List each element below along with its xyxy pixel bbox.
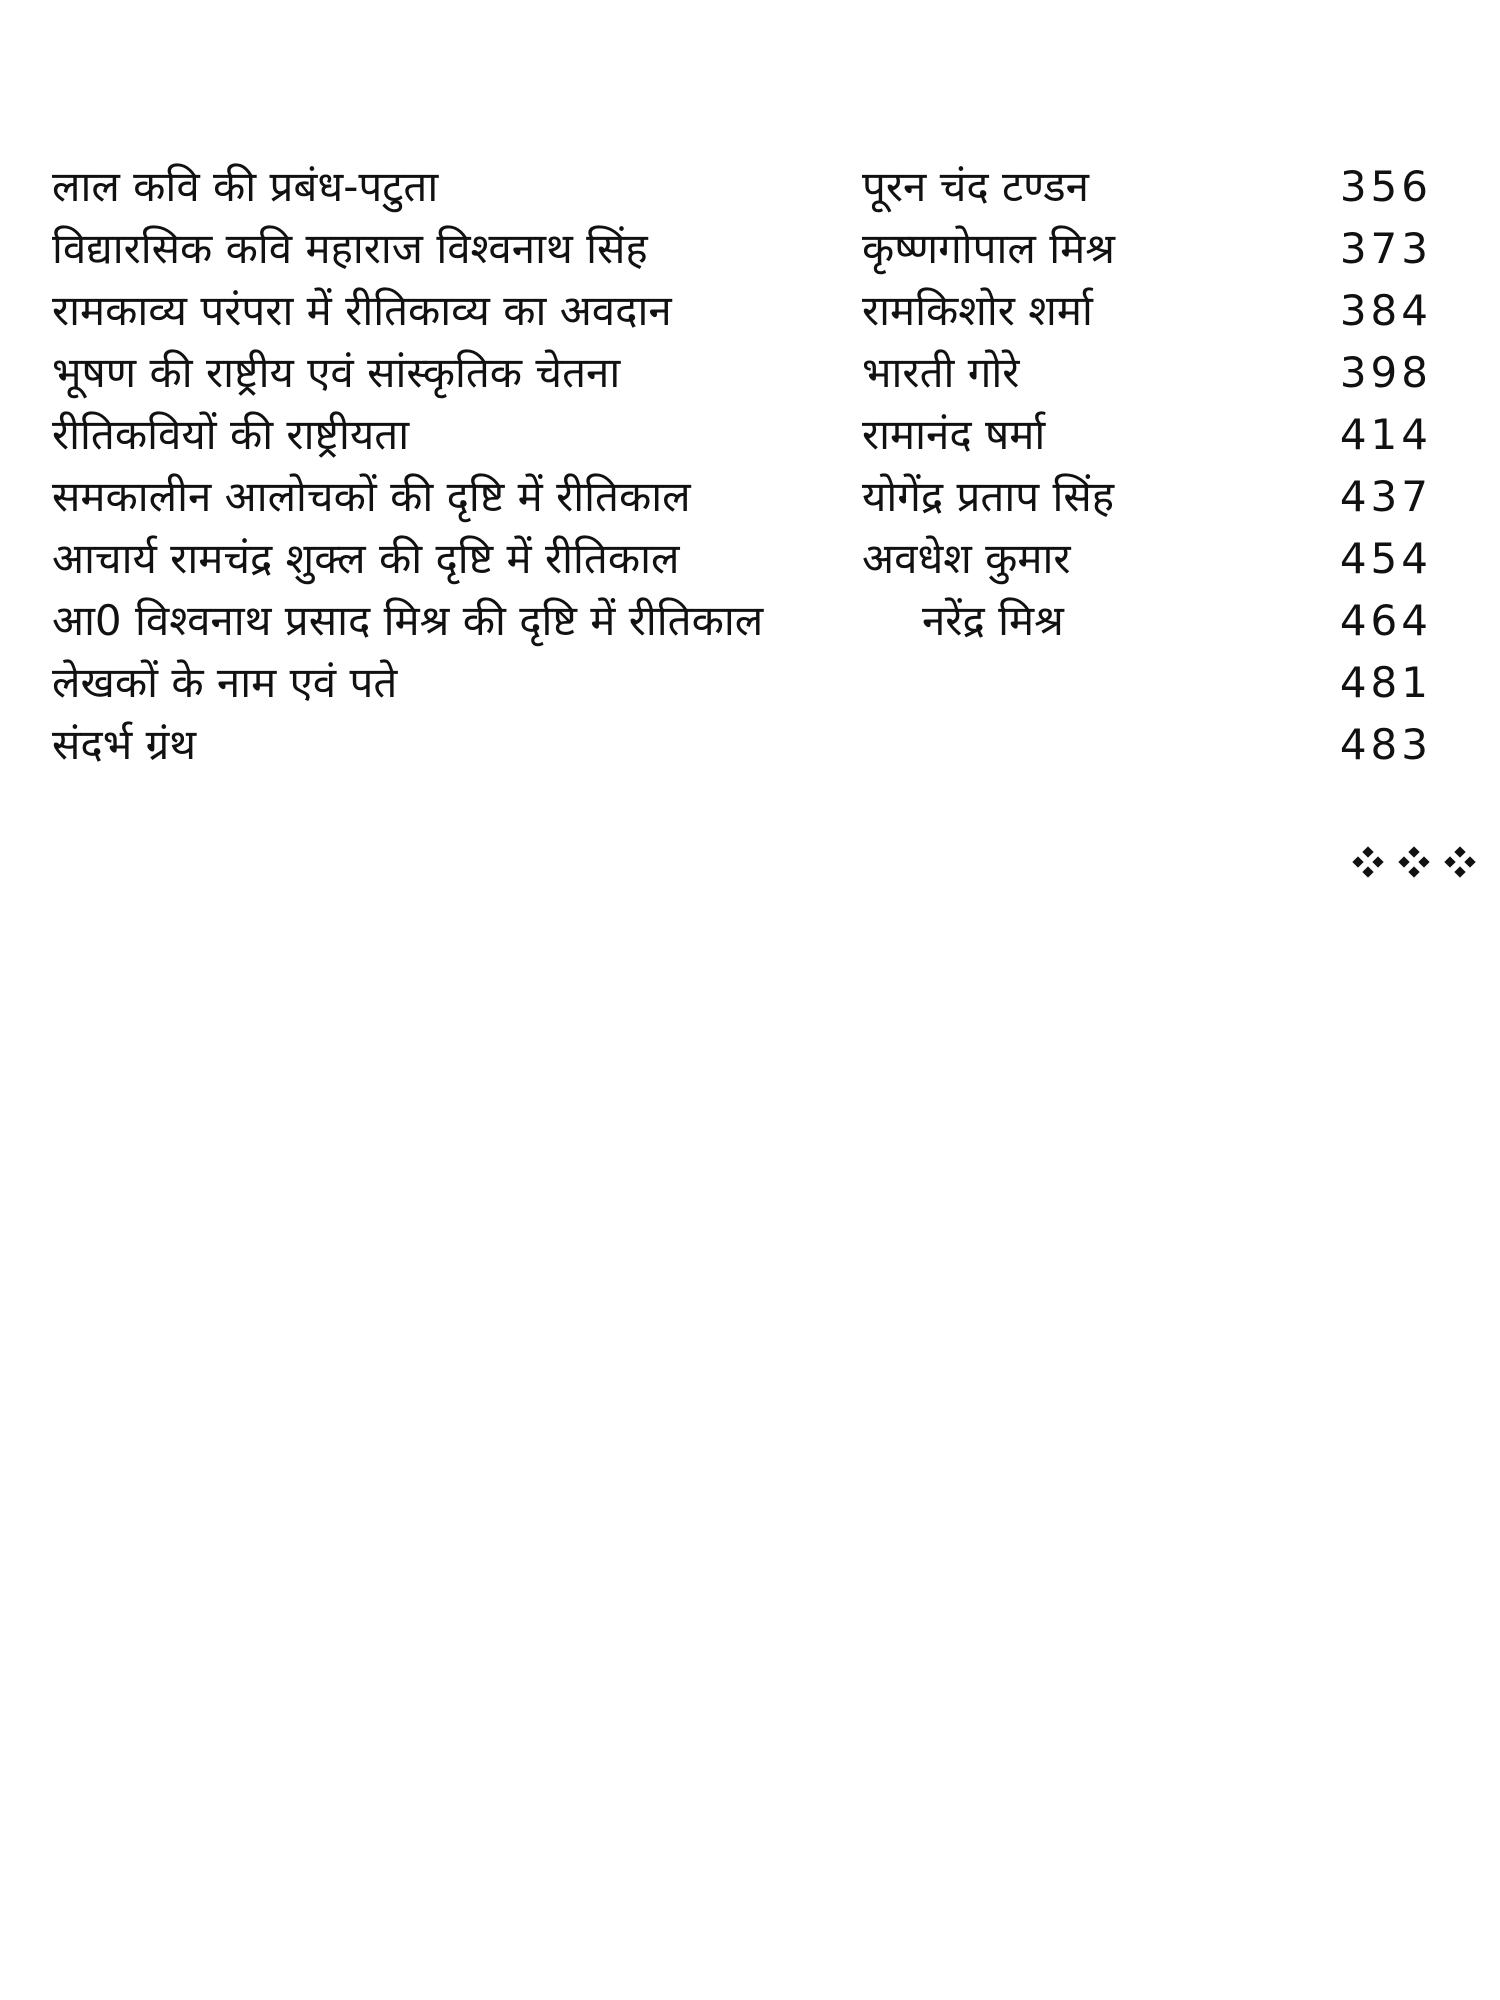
toc-row[interactable] [52, 466, 1452, 528]
table-of-contents [52, 156, 1452, 776]
toc-author: पूरन चंद टण्डन [862, 162, 1089, 211]
toc-page-number: 464 [1339, 596, 1432, 645]
toc-row[interactable] [52, 342, 1452, 404]
toc-page-number: 454 [1339, 534, 1432, 583]
toc-page-number: 356 [1339, 162, 1432, 211]
toc-title: संदर्भ ग्रंथ [52, 720, 197, 769]
toc-title: भूषण की राष्ट्रीय एवं सांस्कृतिक चेतना [52, 348, 621, 397]
toc-page-number: 398 [1339, 348, 1432, 397]
toc-title: रामकाव्य परंपरा में रीतिकाव्य का अवदान [52, 286, 672, 335]
toc-row[interactable] [52, 280, 1452, 342]
toc-title: लाल कवि की प्रबंध-पटुता [52, 162, 439, 211]
toc-row[interactable] [52, 404, 1452, 466]
toc-row[interactable] [52, 528, 1452, 590]
toc-page-number: 481 [1339, 658, 1432, 707]
toc-page-number: 373 [1339, 224, 1432, 273]
toc-author: नरेंद्र मिश्र [922, 596, 1064, 645]
toc-title: लेखकों के नाम एवं पते [52, 658, 398, 707]
toc-author: भारती गोरे [862, 348, 1020, 397]
toc-author: रामानंद षर्मा [862, 410, 1046, 459]
toc-row[interactable] [52, 590, 1452, 652]
toc-row[interactable] [52, 652, 1452, 714]
toc-title: विद्यारसिक कवि महाराज विश्वनाथ सिंह [52, 224, 648, 273]
toc-row[interactable] [52, 156, 1452, 218]
toc-author: योगेंद्र प्रताप सिंह [862, 472, 1115, 521]
toc-title: आचार्य रामचंद्र शुक्ल की दृष्टि में रीतिकाल [52, 534, 680, 583]
toc-row[interactable] [52, 218, 1452, 280]
diamond-cluster-ornament-icon [1352, 844, 1492, 880]
toc-page-number: 437 [1339, 472, 1432, 521]
toc-page-number: 384 [1339, 286, 1432, 335]
toc-title: समकालीन आलोचकों की दृष्टि में रीतिकाल [52, 472, 691, 521]
toc-page-number: 483 [1339, 720, 1432, 769]
toc-row[interactable] [52, 714, 1452, 776]
toc-title: आ0 विश्वनाथ प्रसाद मिश्र की दृष्टि में रीतिकाल [52, 596, 764, 645]
toc-title: रीतिकवियों की राष्ट्रीयता [52, 410, 410, 459]
toc-page-number: 414 [1339, 410, 1432, 459]
toc-author: रामकिशोर शर्मा [862, 286, 1093, 335]
toc-author: कृष्णगोपाल मिश्र [862, 224, 1115, 273]
toc-author: अवधेश कुमार [862, 534, 1071, 583]
